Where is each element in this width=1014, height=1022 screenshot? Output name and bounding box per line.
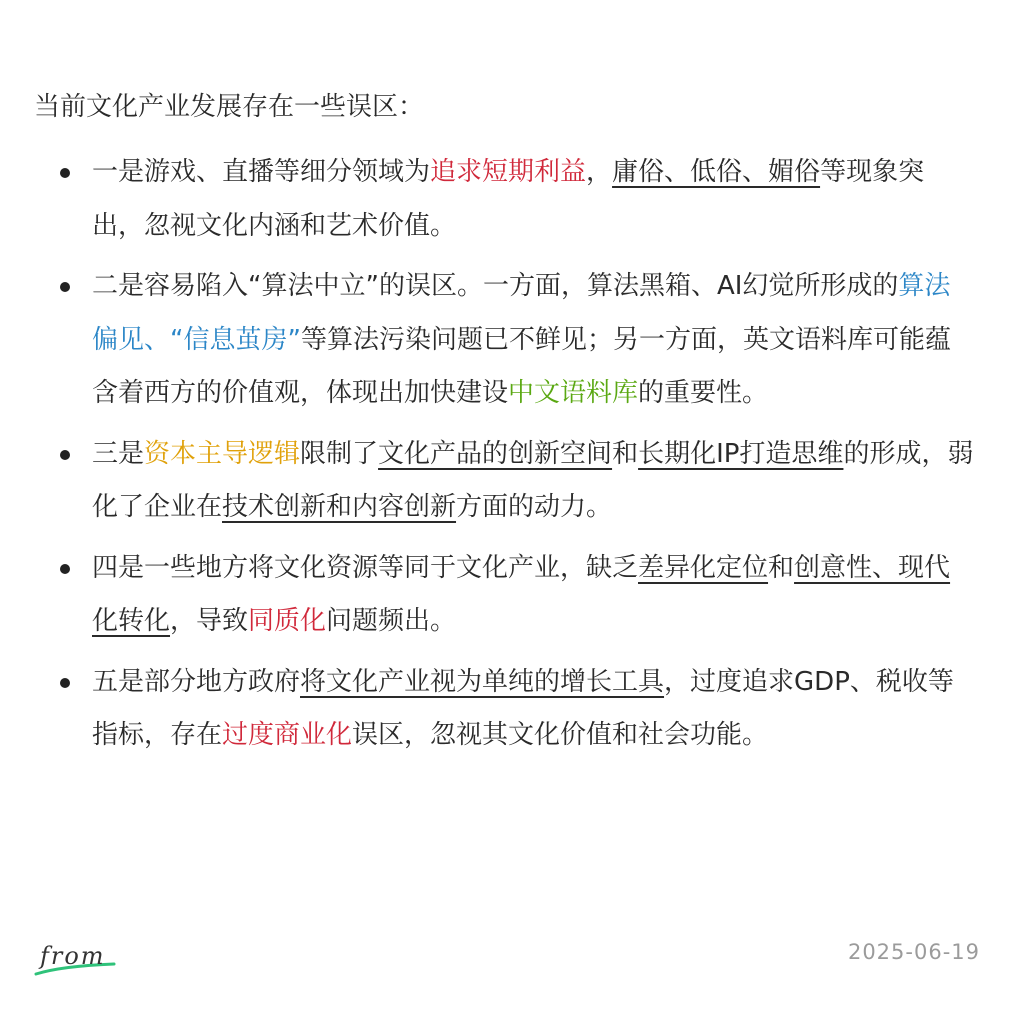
underlined-term: 将文化产业视为单纯的增长工具 [300,666,665,697]
list-item [34,260,974,421]
segment: 五是部分地方政府 [92,666,301,697]
underlined-term: 创意性、现代化转化 [92,552,951,636]
underlined-term: 长期化IP打造思维 [638,438,844,469]
segment: ， [586,157,613,187]
segment: ，导致 [170,606,249,636]
segment: 一是游戏、直播等细分领域为 [92,157,431,187]
segment: 问题频出。 [326,606,457,636]
underlined-term: 差异化定位 [638,552,769,583]
highlight-red: 追求短期利益 [430,157,587,187]
highlight-yellow: 资本主导逻辑 [144,438,301,469]
bullet-icon [60,678,70,688]
list-item [34,146,974,253]
segment: 和 [768,552,795,583]
segment: 等算法污染问题已不鲜见；另一方面，英文语料库可能蕴含着西方的价值观，体现出加快建设 [92,324,951,408]
segment: 的重要性。 [638,378,769,408]
segment: 四是一些地方将文化资源等同于文化产业，缺乏 [92,552,639,583]
segment: 方面的动力。 [456,492,613,522]
segment: ，过度追求GDP、税收等指标，存在 [92,666,954,750]
underlined-term: 技术创新和内容创新 [222,492,457,522]
logo-text: from [40,942,106,970]
segment: 等现象突出，忽视文化内涵和艺术价值。 [92,157,925,241]
highlight-red: 过度商业化 [222,720,353,750]
underlined-term: 庸俗、低俗、媚俗 [612,157,821,187]
bullet-icon [60,564,70,574]
date-label: 2025-06-19 [847,940,980,964]
list-item [34,428,974,535]
intro-text: 当前文化产业发展存在一些误区： [34,92,425,122]
segment: 二是容易陷入“算法中立”的误区。一方面，算法黑箱、AI幻觉所形成的 [92,271,899,301]
segment: 的形成，弱化了企业在 [92,438,974,522]
underlined-term: 文化产品的创新空间 [378,438,613,469]
segment: 误区，忽视其文化价值和社会功能。 [352,720,769,750]
highlight-red: 同质化 [248,606,327,636]
bullet-icon [60,450,70,460]
list-item [34,656,974,763]
segment: 和 [612,438,639,469]
bullet-icon [60,282,70,292]
bullet-icon [60,168,70,178]
segment: 三是 [92,438,145,469]
segment: 限制了 [300,438,379,469]
from-logo [32,934,118,980]
list-item [34,542,974,649]
highlight-green: 中文语料库 [508,378,639,408]
issue-list [34,146,974,770]
highlight-blue: 算法偏见、“信息茧房” [92,271,951,355]
